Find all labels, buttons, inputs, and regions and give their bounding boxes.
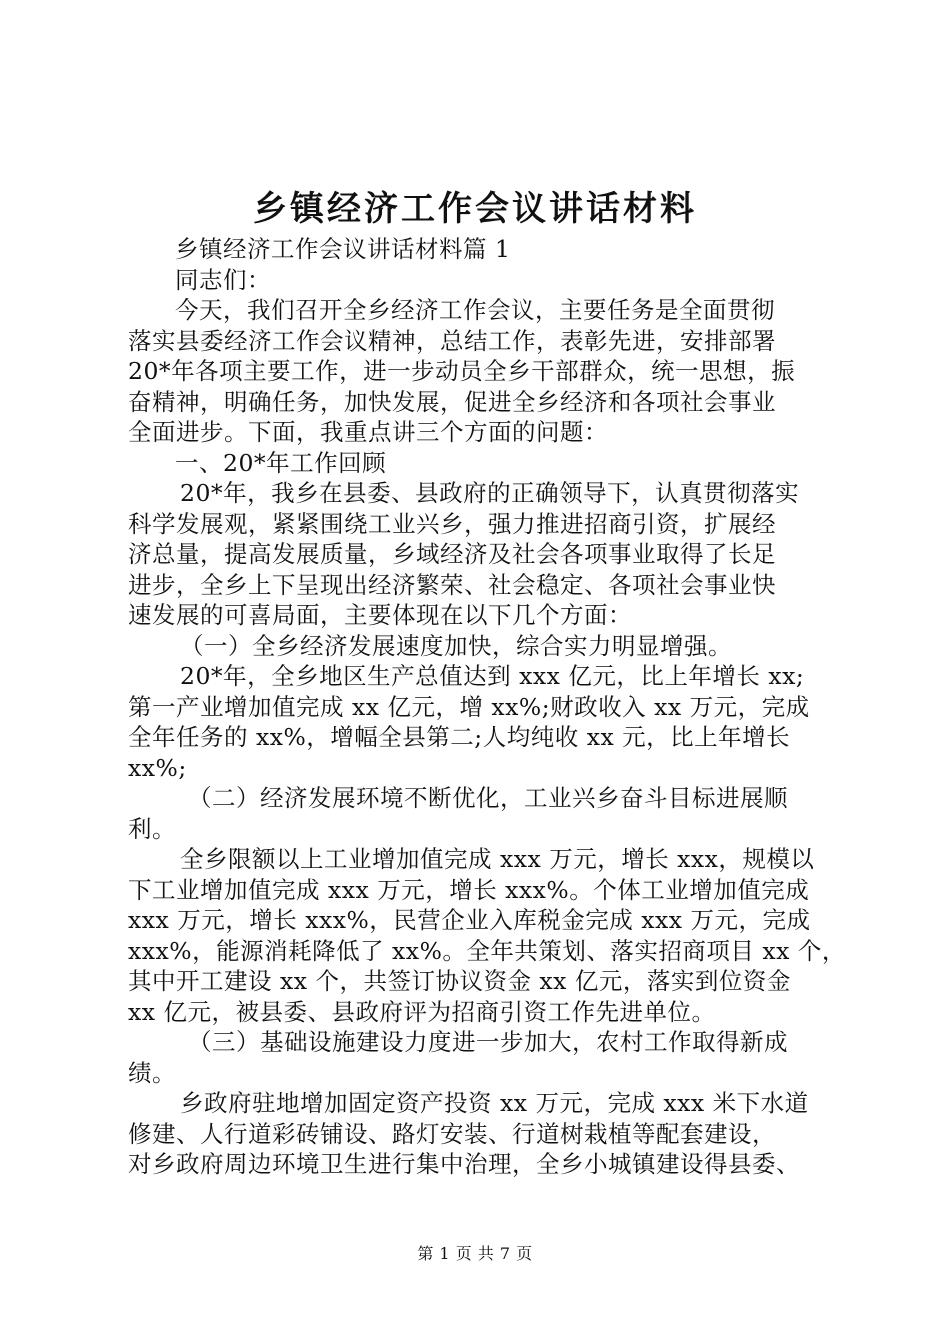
body-line: 奋精神，明确任务，加快发展，促进全乡经济和各项社会事业 bbox=[128, 387, 776, 416]
body-line: 济总量，提高发展质量，乡域经济及社会各项事业取得了长足 bbox=[128, 540, 776, 568]
body-line: 20*年，全乡地区生产总值达到 xxx 亿元，比上年增长 xx; bbox=[180, 662, 805, 690]
body-line: （二）经济发展环境不断优化，工业兴乡奋斗目标进展顺 bbox=[188, 784, 788, 812]
body-line: 下工业增加值完成 xxx 万元，增长 xxx%。个体工业增加值完成 bbox=[128, 875, 810, 904]
body-line: （三）基础设施建设力度进一步加大，农村工作取得新成 bbox=[188, 1028, 788, 1056]
page-footer: 第 1 页 共 7 页 bbox=[417, 1244, 533, 1263]
body-line: （一）全乡经济发展速度加快，综合实力明显增强。 bbox=[180, 631, 732, 660]
body-line: 今天，我们召开全乡经济工作会议，主要任务是全面贯彻 bbox=[175, 296, 775, 324]
body-line: 利。 bbox=[128, 814, 176, 843]
body-line: 一、20*年工作回顾 bbox=[175, 448, 387, 477]
body-line: 全面进步。下面，我重点讲三个方面的问题： bbox=[128, 418, 608, 446]
body-line: xx 亿元，被县委、县政府评为招商引资工作先进单位。 bbox=[128, 997, 716, 1026]
body-line: 乡政府驻地增加固定资产投资 xx 万元，完成 xxx 米下水道 bbox=[180, 1089, 809, 1117]
body-line: 同志们： bbox=[175, 265, 271, 294]
body-line: 速发展的可喜局面，主要体现在以下几个方面： bbox=[128, 601, 632, 629]
body-line: xxx%，能源消耗降低了 xx%。全年共策划、落实招商项目 xx 个， bbox=[128, 936, 846, 965]
body-line: 20*年，我乡在县委、县政府的正确领导下，认真贯彻落实 bbox=[180, 479, 800, 507]
body-line: 其中开工建设 xx 个，共签订协议资金 xx 亿元，落实到位资金 bbox=[128, 967, 791, 995]
body-line: 全年任务的 xx%，增幅全县第二;人均纯收 xx 元，比上年增长 bbox=[128, 723, 791, 751]
body-line: 第一产业增加值完成 xx 亿元，增 xx%;财政收入 xx 万元，完成 bbox=[128, 692, 810, 721]
body-line: 绩。 bbox=[128, 1058, 176, 1087]
body-line: 全乡限额以上工业增加值完成 xxx 万元，增长 xxx，规模以 bbox=[180, 845, 815, 873]
document-title: 乡镇经济工作会议讲话材料 bbox=[253, 189, 697, 229]
body-line: xx%; bbox=[128, 753, 187, 782]
body-line: 科学发展观，紧紧围绕工业兴乡，强力推进招商引资，扩展经 bbox=[128, 509, 776, 538]
body-line: 进步，全乡上下呈现出经济繁荣、社会稳定、各项社会事业快 bbox=[128, 570, 776, 599]
body-line: 落实县委经济工作会议精神，总结工作，表彰先进，安排部署 bbox=[128, 326, 776, 355]
document-body bbox=[128, 234, 846, 1180]
body-line: xxx 万元，增长 xxx%，民营企业入库税金完成 xxx 万元，完成 bbox=[128, 906, 811, 934]
body-line: 乡镇经济工作会议讲话材料篇 1 bbox=[175, 235, 511, 263]
body-line: 对乡政府周边环境卫生进行集中治理，全乡小城镇建设得县委、 bbox=[128, 1150, 800, 1178]
body-line: 修建、人行道彩砖铺设、路灯安装、行道树栽植等配套建设， bbox=[128, 1119, 776, 1148]
body-line: 20*年各项主要工作，进一步动员全乡干部群众，统一思想，振 bbox=[128, 357, 796, 385]
